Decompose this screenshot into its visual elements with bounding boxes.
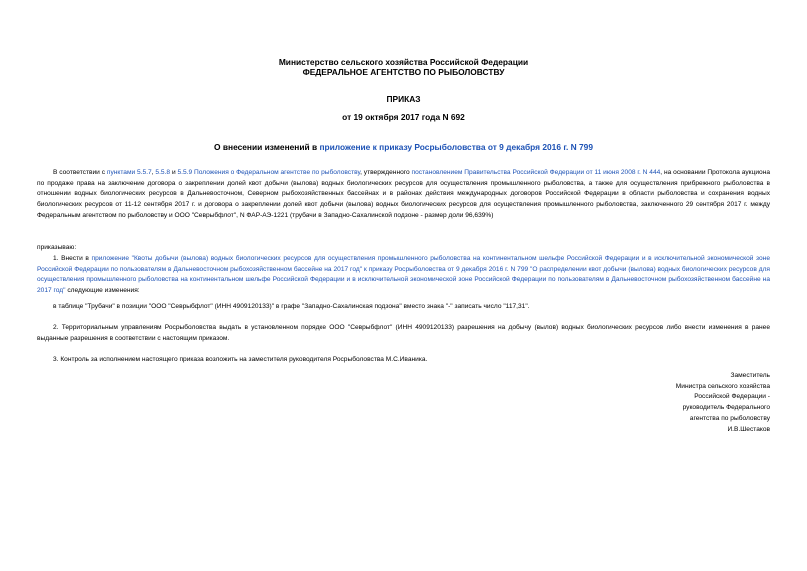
intro-link-resolution[interactable]: постановлением Правительства Российской Федерации от 11 июня 2008 г. N 444 [411, 169, 661, 176]
document-title [0, 142, 807, 153]
signature-line: агентства по рыболовству [689, 414, 770, 422]
item-2: 2. Территориальным управлениям Росрыболовства выдать в установленном порядке ООО "Севрыбфлот" (ИНН 4909120133) разрешения на добычу (вылов) водных биологических ресурсов либо внести изменения в ранее выданные разрешения в соответствии с настоящим приказом. [37, 324, 770, 342]
ministry-name: Министерство сельского хозяйства Российской Федерации [278, 57, 529, 67]
intro-link-regulation[interactable]: 5.5.9 Положения о Федеральном агентстве по рыболовству [177, 169, 361, 176]
item-3: 3. Контроль за исполнением настоящего приказа возложить на заместителя руководителя Росрыболовства М.С.Иваника. [53, 356, 428, 363]
document-date-number: от 19 октября 2017 года N 692 [342, 112, 465, 122]
item-1-link[interactable]: приложение "Квоты добычи (вылова) водных биологических ресурсов для осуществления промышленного рыболовства на континентальном шельфе Российской Федерации и в исключительной экономической зоне Российской Федерации по пользователям в Дальневосточном рыбохозяйственном бассейне на 2017 год" к приказу Росрыболовства от 9 декабря 2016 г. N 799 "О распределении квот добычи (вылова) водных биологических ресурсов для осуществления промышленного рыболовства на континентальном шельфе Российской Федерации и в исключительной экономической зоне Российской Федерации по пользователям в Дальневосточном рыбохозяйственном бассейне на 2017 год" [37, 255, 770, 295]
order-word: приказываю: [37, 244, 77, 251]
title-prefix: О внесении изменений в [214, 142, 320, 152]
title-link[interactable]: приложение к приказу Росрыболовства от 9 декабря 2016 г. N 799 [319, 142, 593, 152]
intro-paragraph [37, 168, 770, 222]
signature-line: руководитель Федерального [682, 404, 770, 412]
item-1-change: в таблице "Трубачи" в позиции "ООО "Севрыбфлот" (ИНН 4909120133)" в графе "Западно-Сахалинская подзона" вместо знака "-" записать число "117,31". [53, 303, 530, 310]
intro-link-points[interactable]: пунктами 5.5.7 [106, 169, 152, 176]
signature-block [580, 371, 770, 435]
intro-text-2: , [151, 169, 156, 176]
intro-text-3: и [170, 169, 178, 176]
item-1-text-2: следующие изменения: [65, 287, 140, 295]
intro-link-558[interactable]: 5.5.8 [155, 169, 171, 176]
signature-line: Заместитель [730, 372, 770, 379]
signature-line: Российской Федерации - [694, 393, 770, 401]
document-type: ПРИКАЗ [386, 94, 421, 104]
item-1-text-1: 1. Внести в [53, 255, 92, 262]
agency-name: ФЕДЕРАЛЬНОЕ АГЕНТСТВО ПО РЫБОЛОВСТВУ [302, 67, 505, 77]
intro-text-4: , утвержденного [360, 169, 412, 176]
item-1 [37, 254, 770, 297]
signature-line: Министра сельского хозяйства [675, 382, 770, 390]
intro-text-1: В соответствии с [53, 169, 107, 176]
intro-text-5: , на основании Протокола аукциона по продаже права на заключение договора о закреплении долей квот добычи (вылова) водных биологических ресурсов для осуществления промышленного рыболовства, а также для осуществления прибрежного рыболовства в отношении водных биологических ресурсов в Дальневосточном, Северном рыбохозяйственных бассейнах и в районах действия международных договоров Российской Федерации в области рыболовства и сохранения водных биологических ресурсов от 11-12 сентября 2017 г. и договора о закреплении долей квот добычи (вылова) водных биологических ресурсов для осуществления промышленного рыболовства, заключенного 29 сентября 2017 г. между Федеральным агентством по рыболовству и ООО "Севрыбфлот", N ФАР-АЭ-1221 (трубачи в Западно-Сахалинской подзоне - размер доли 96,639%) [37, 169, 770, 219]
signature-name: И.В.Шестаков [727, 425, 770, 433]
